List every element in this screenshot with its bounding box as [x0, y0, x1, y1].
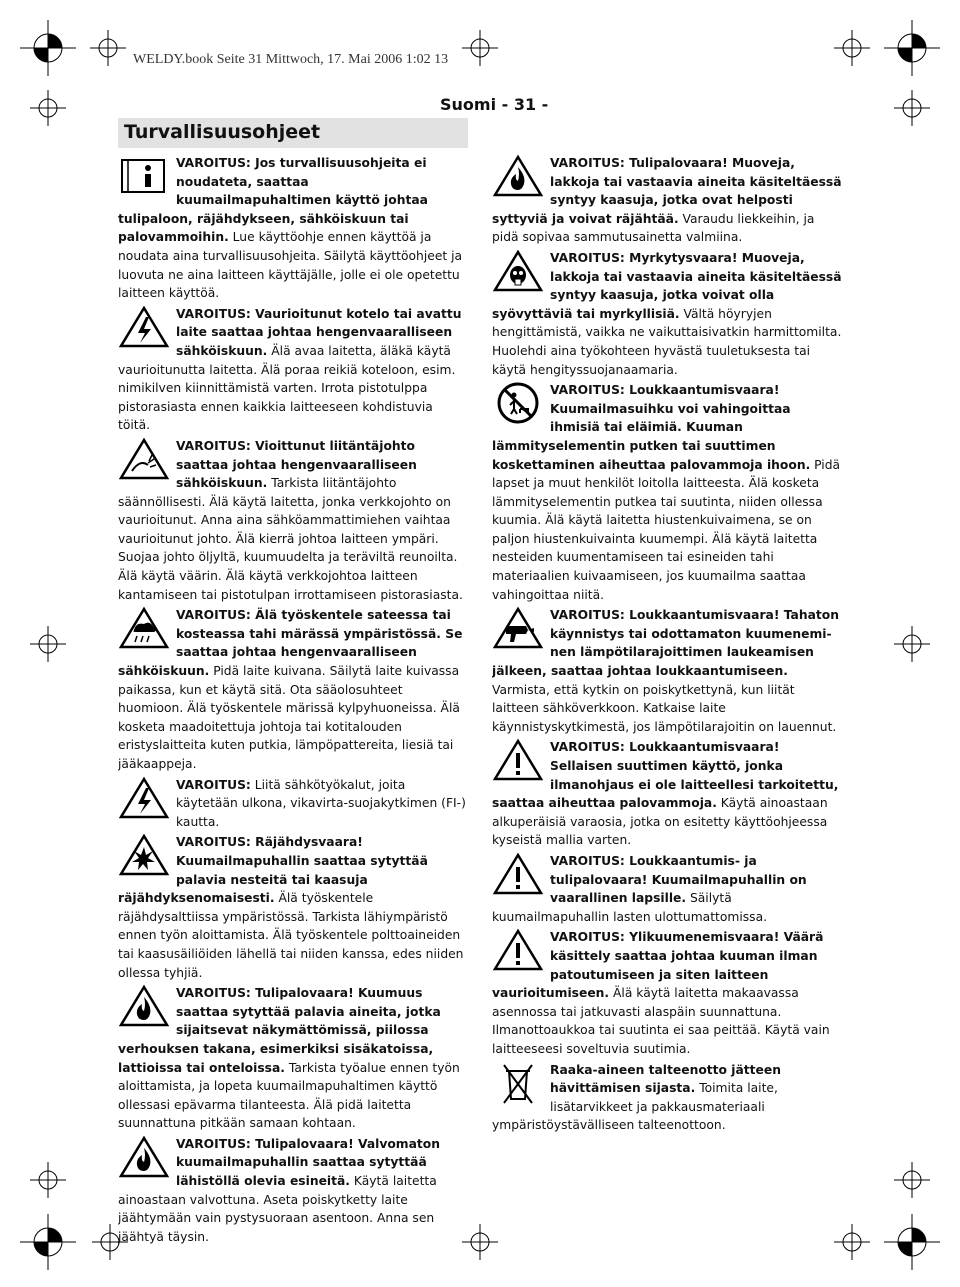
warning-fire-hidden-text: Tarkista työalue ennen työn aloittamista, ja lopeta kuumailmapuhaltimen käyttö ollessasi epävarma tilanteesta. Älä pidä laitetta suunnattuna pitkään samaan kohtaan.	[118, 1060, 460, 1131]
warning-flammable-heading: VAROITUS: Tulipalovaara! Muoveja, lakkoja tai vastaavia aineita käsiteltäessä syntyy kaasuja, jotka ovat helposti syttyviä ja voivat räjähtää.	[492, 156, 842, 226]
warning-fi-switch	[118, 776, 468, 834]
electric-hazard-icon	[118, 305, 170, 349]
warning-general-heading: VAROITUS: Jos turvallisuusohjeita ei noudateta, saattaa kuumailmapuhaltimen käyttö johtaa tulipaloon, räjähdykseen, sähköiskuun tai palovammoihin.	[118, 156, 428, 245]
recycling-heading: Raaka-aineen talteenotto jätteen hävittämisen sijasta.	[550, 1062, 781, 1096]
warning-cable-heading: VAROITUS: Vioittunut liitäntäjohto saattaa johtaa hengenvaaralliseen sähköiskuun.	[176, 438, 417, 491]
warning-rain	[118, 606, 468, 775]
explosion-hazard-icon	[118, 833, 170, 877]
fire-hazard-icon	[118, 984, 170, 1028]
warning-fi-heading: VAROITUS:	[176, 777, 251, 792]
right-column	[492, 154, 842, 1137]
warning-general-text: Lue käyttöohje ennen käyttöä ja noudata aina turvallisuusohjeita. Säilytä käyttöohjeet ja luovuta ne aina laitteen käyttäjälle, jolle ei ole opetettu laitteen käyttöä.	[118, 230, 463, 301]
rain-hazard-icon	[118, 606, 170, 650]
gas-mask-icon	[492, 249, 544, 293]
warning-general	[118, 154, 468, 305]
warning-fire-unattended	[118, 1135, 468, 1249]
warning-injury-people-heading: VAROITUS: Loukkaantumisvaara! Kuumailmasuihku voi vahingoittaa ihmisiä tai eläimiä. Kuuman lämmityselementin putken tai suuttimen koskettaminen aiheuttaa palovammoja ihoon.	[492, 383, 811, 472]
heat-gun-icon	[492, 606, 544, 650]
info-icon	[118, 154, 170, 198]
fire-hazard-icon	[118, 1135, 170, 1179]
warning-housing	[118, 305, 468, 437]
left-column	[118, 154, 468, 1248]
warning-injury-people-text: Pidä lapset ja muut henkilöt loitolla laitteesta. Älä kosketa lämmityselementin putkea tai suutinta, niiden ollessa kuumia. Älä käytä laitetta hiustenkuivaimena, se on paljon hiustenkuivainta kuumempi. Älä käytä laitetta nesteiden kuumentamiseen tai esineiden tahi materiaalien kuivaamiseen, jos kuumailma saattaa vahingoittaa niitä.	[492, 457, 841, 602]
book-header: WELDY.book Seite 31 Mittwoch, 17. Mai 2006 1:02 13	[133, 52, 449, 67]
warning-rain-heading: VAROITUS: Älä työskentele sateessa tai kosteassa tahi märässä ympäristössä. Se saattaa johtaa hengenvaaralliseen sähköiskuun.	[118, 608, 463, 679]
page-heading: Suomi - 31 -	[440, 95, 549, 114]
warning-triangle-icon	[492, 928, 544, 972]
no-people-animals-icon	[492, 381, 544, 425]
warning-fire-hidden	[118, 984, 468, 1135]
warning-housing-text: Älä avaa laitetta, äläkä käytä vaurioitunutta laitetta. Älä poraa reikiä koteloon, esim. nimikilven kiinnittämistä varten. Irrota pistotulppa pistorasiasta ennen kaikkia laitteeseen kohdistuvia töitä.	[118, 343, 456, 433]
warning-triangle-icon	[492, 738, 544, 782]
warning-explosion-text: Älä työskentele räjähdysalttiissa ympäristössä. Tarkista lähiympäristö ennen työn aloittamista. Älä työskentele polttoaineiden tai kaasusäiliöiden lähellä tai niiden kanssa, edes niiden ollessa tyhjiä.	[118, 891, 464, 980]
warning-poison-text: Vältä höyryjen hengittämistä, vaikka ne vaikuttaisivatkin harmittomilta. Huolehdi aina työkohteen hyvästä tuuletuksesta tai käytä hengityssuojanaamaria.	[492, 306, 842, 377]
crossed-bin-icon	[492, 1061, 544, 1105]
warning-fire-unattended-heading: VAROITUS: Tulipalovaara! Valvomaton kuumailmapuhallin saattaa sytyttää lähistöllä olevia esineitä.	[176, 1136, 440, 1189]
recycling-text: Toimita laite, lisätarvikkeet ja pakkausmateriaali ympäristöystävälliseen talteenottoon.	[492, 1081, 778, 1133]
warning-restart-text: Varmista, että kytkin on poiskytkettynä, kun liität laitteen sähköverkkoon. Katkaise laite käynnistyskytkimestä, jos lämpötilarajoitin on lauennut.	[492, 682, 837, 734]
warning-poison	[492, 249, 842, 381]
electric-hazard-icon	[118, 776, 170, 820]
warning-cable	[118, 437, 468, 606]
warning-fire-unattended-text: Käytä laitetta ainoastaan valvottuna. Aseta poiskytketty laite jäähtymään vain pystysuoraan asentoon. Anna sen jäähtyä täysin.	[118, 1174, 437, 1244]
warning-fire-hidden-heading: VAROITUS: Tulipalovaara! Kuumuus saattaa sytyttää palavia aineita, jotka sijaitsevat näkymättömissä, piilossa verhouksen takana, esimerkiksi sisäkatoissa, lattioissa tai onteloissa.	[118, 986, 441, 1075]
warning-injury-people	[492, 381, 842, 606]
warning-overheat-heading: VAROITUS: Ylikuumenemisvaara! Väärä käsittely saattaa johtaa kuuman ilman patoutumiseen ja siten laitteen vaurioitumiseen.	[492, 930, 824, 1001]
warning-cable-text: Tarkista liitäntäjohto säännöllisesti. Älä käytä laitetta, jonka verkkojohto on vaurioitunut. Anna aina sähköammattimiehen vaihtaa vaurioitunut johto. Älä kierrä johtoa laitteen ympäri. Suojaa johto öljyltä, kuumuudelta ja teräviltä reunoilta. Älä käytä väärin. Älä käytä verkkojohtoa laitteen kantamiseen tai pistotulpan irrottamiseen pistorasiasta.	[118, 476, 463, 602]
warning-explosion-heading: VAROITUS: Räjähdysvaara! Kuumailmapuhallin saattaa sytyttää palavia nesteitä tai kaasuja räjähdyksenomaisesti.	[118, 835, 428, 906]
warning-restart-heading: VAROITUS: Loukkaantumisvaara! Tahaton käynnistys tai odottamaton kuumenemi-nen lämpötilarajoittimen laukeamisen jälkeen, saattaa johtaa loukkaantumiseen.	[492, 608, 839, 679]
warning-flammable-gas	[492, 154, 842, 249]
warning-triangle-icon	[492, 852, 544, 896]
warning-explosion	[118, 833, 468, 984]
warning-children-text: Säilytä kuumailmapuhallin lasten ulottumattomissa.	[492, 891, 768, 924]
section-title: Turvallisuusohjeet	[124, 121, 321, 143]
warning-children	[492, 852, 842, 928]
warning-restart	[492, 606, 842, 738]
warning-children-heading: VAROITUS: Loukkaantumis- ja tulipalovaara! Kuumailmapuhallin on vaarallinen lapsille.	[550, 853, 807, 906]
warning-flammable-text: Varaudu liekkeihin, ja pidä sopivaa sammutusainetta valmiina.	[492, 211, 815, 245]
damaged-cable-icon	[118, 437, 170, 481]
recycling-note	[492, 1061, 842, 1137]
warning-fi-text: Liitä sähkötyökalut, joita käytetään ulkona, vikavirta-suojakytkimen (FI-) kautta.	[176, 777, 466, 829]
warning-rain-text: Pidä laite kuivana. Säilytä laite kuivassa paikassa, kun et käytä sitä. Ota sääolosuhteet huomioon. Älä työskentele märissä kylpyhuoneissa. Älä kosketa maadoitettuja johtoja tai kotitalouden eristyslaitteita kuten putkia, lämpöpattereita, liesiä tai jääkaappeja.	[118, 664, 460, 771]
warning-nozzle-heading: VAROITUS: Loukkaantumisvaara! Sellaisen suuttimen käyttö, jonka ilmanohjaus ei ole laitteellesi tarkoitettu, saattaa aiheuttaa palovammoja.	[492, 740, 839, 811]
warning-poison-heading: VAROITUS: Myrkytysvaara! Muoveja, lakkoja tai vastaavia aineita käsiteltäessä syntyy kaasuja, jotka voivat olla syövyttäviä tai myrkyllisiä.	[492, 250, 842, 321]
warning-nozzle	[492, 738, 842, 852]
warning-overheat	[492, 928, 842, 1060]
warning-nozzle-text: Käytä ainoastaan alkuperäisiä varaosia, jotka on esitetty käyttöohjeessa kyseistä mallia varten.	[492, 796, 828, 848]
warning-overheat-text: Älä käytä laitetta makaavassa asennossa tai jatkuvasti alaspäin suunnattuna. Ilmanottoaukkoa tai suutinta ei saa peittää. Käytä vain laitteeseesi soveltuvia suutimia.	[492, 986, 830, 1056]
fire-hazard-icon	[492, 154, 544, 198]
warning-housing-heading: VAROITUS: Vaurioitunut kotelo tai avattu laite saattaa johtaa hengenvaaralliseen sähköiskuun.	[176, 306, 462, 358]
